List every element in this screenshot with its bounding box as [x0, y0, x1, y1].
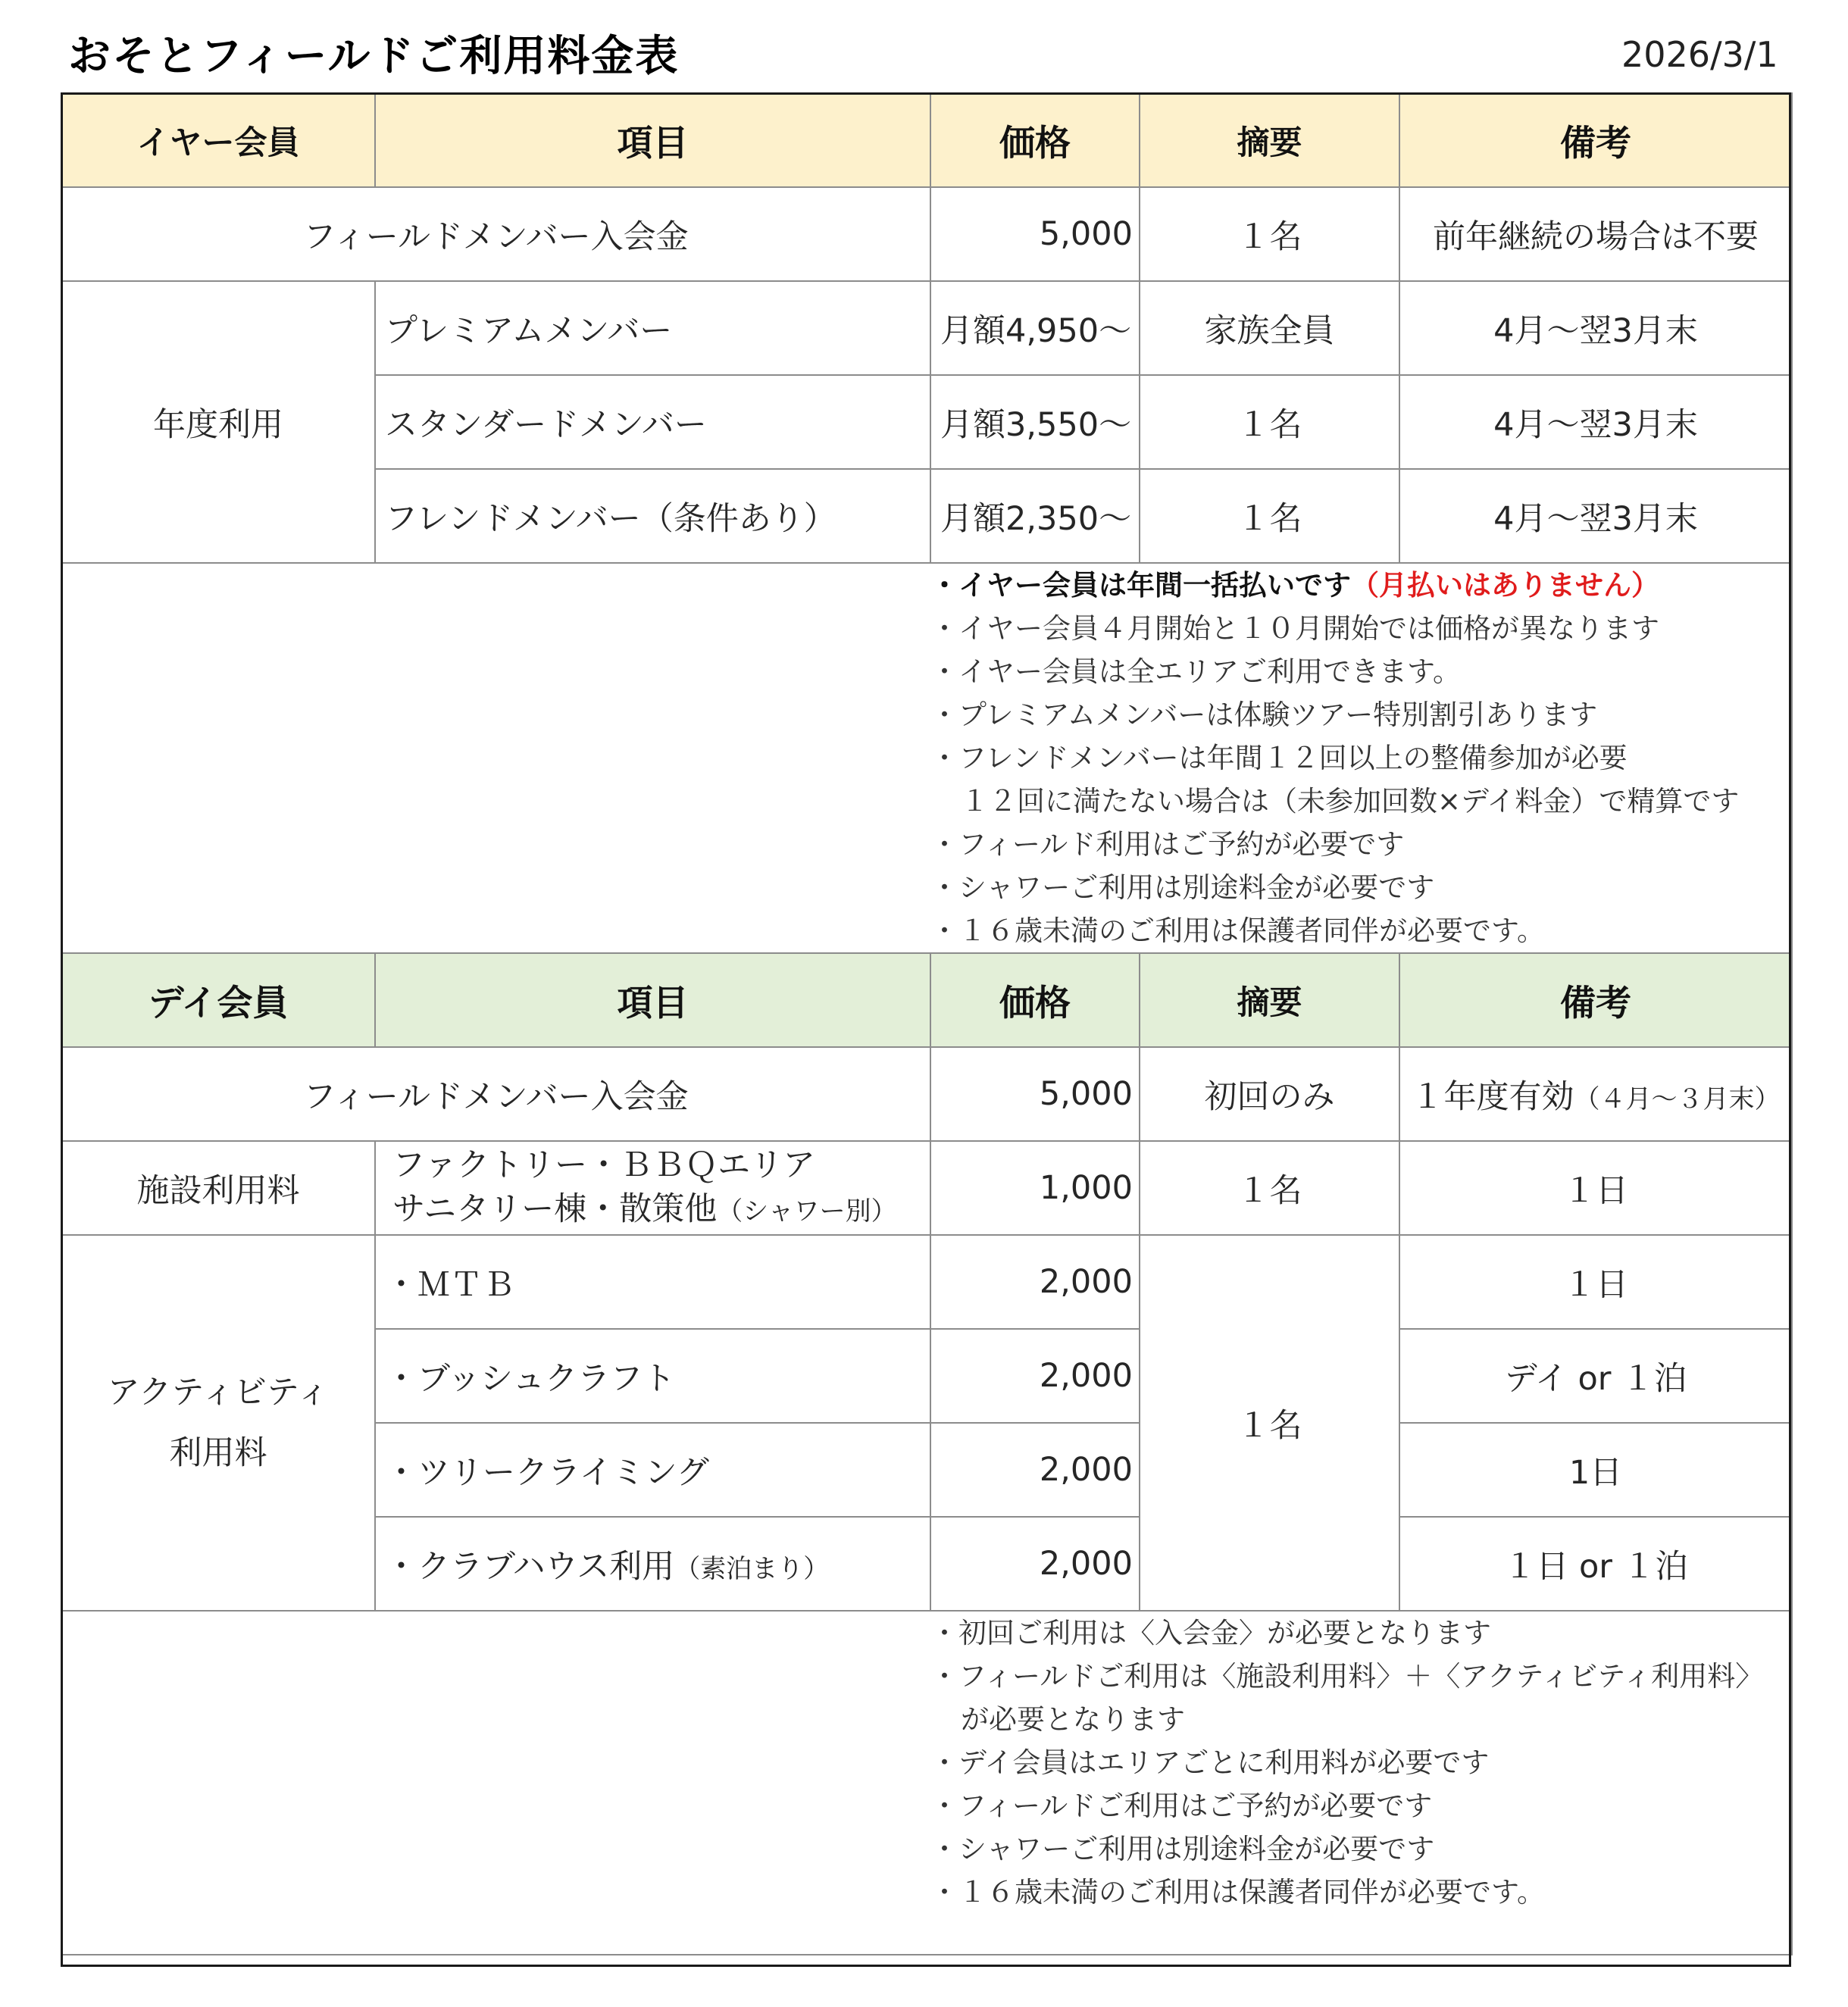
day-note-line: が必要となります	[961, 1703, 1185, 1736]
day-member-header: デイ会員	[61, 953, 375, 1047]
activity-label-line1: アクティビティ	[107, 1374, 330, 1411]
year-note-line	[930, 564, 1791, 607]
remarks-header: 備考	[1399, 953, 1792, 1047]
year-group-label: 年度利用	[61, 281, 375, 563]
year-note-line: ・イヤー会員は全エリアご利用できます。	[930, 655, 1462, 688]
activity-remarks: １日	[1399, 1235, 1792, 1329]
plan-price: 月額2,350～	[930, 469, 1140, 563]
day-entry-summary: 初回のみ	[1140, 1047, 1399, 1141]
facility-summary: １名	[1140, 1141, 1399, 1235]
year-note-line: ・プレミアムメンバーは体験ツアー特別割引あります	[930, 699, 1598, 731]
facility-price: 1,000	[930, 1141, 1140, 1235]
year-notes	[930, 563, 1792, 953]
facility-item-line2	[376, 1187, 930, 1233]
plan-remarks: 4月～翌3月末	[1399, 469, 1792, 563]
activity-price: 2,000	[930, 1517, 1140, 1611]
day-entry-remarks-main: １年度有効	[1411, 1077, 1574, 1116]
facility-label: 施設利用料	[61, 1141, 375, 1235]
facility-row	[61, 1141, 1792, 1235]
price-header: 価格	[930, 93, 1140, 187]
day-notes-spacer	[61, 1611, 930, 1955]
activity-item	[375, 1517, 930, 1611]
activity-remarks: １日 or １泊	[1399, 1517, 1792, 1611]
facility-item-line2-main: サニタリー棟・散策他	[392, 1190, 718, 1228]
activity-item: ・ツリークライミング	[375, 1423, 930, 1517]
price-header: 価格	[930, 953, 1140, 1047]
facility-remarks: １日	[1399, 1141, 1792, 1235]
page-date: 2026/3/1	[1621, 34, 1778, 75]
year-note-line: ・フィールド利用はご予約が必要です	[930, 828, 1405, 861]
day-header-row	[61, 953, 1792, 1047]
plan-remarks: 4月～翌3月末	[1399, 375, 1792, 469]
year-note-line: １２回に満たない場合は（未参加回数×デイ料金）で精算です	[961, 785, 1740, 817]
year-entry-price: 5,000	[930, 187, 1140, 281]
facility-item-line2-sub: （シャワー別）	[717, 1196, 897, 1227]
year-entry-row	[61, 187, 1792, 281]
day-note-line: ・１６歳未満のご利用は保護者同伴が必要です。	[930, 1876, 1546, 1909]
item-header: 項目	[375, 953, 930, 1047]
year-note-bold: ・イヤー会員は年間一括払いです	[930, 569, 1351, 602]
day-notes-row	[61, 1611, 1792, 1955]
year-notes-spacer	[61, 563, 930, 953]
year-entry-remarks: 前年継続の場合は不要	[1399, 187, 1792, 281]
item-header: 項目	[375, 93, 930, 187]
year-entry-summary: １名	[1140, 187, 1399, 281]
day-entry-row	[61, 1047, 1792, 1141]
remarks-header: 備考	[1399, 93, 1792, 187]
activity-remarks: デイ or １泊	[1399, 1329, 1792, 1423]
year-note-line: ・１６歳未満のご利用は保護者同伴が必要です。	[930, 914, 1546, 947]
year-note-line: ・イヤー会員４月開始と１０月開始では価格が異なります	[930, 612, 1659, 645]
plan-summary: 家族全員	[1140, 281, 1399, 375]
summary-header: 摘要	[1140, 953, 1399, 1047]
day-note-line: ・デイ会員はエリアごとに利用料が必要です	[930, 1746, 1490, 1779]
year-entry-label: フィールドメンバー入会金	[61, 187, 930, 281]
day-note-line: ・フィールドご利用は〈施設利用料〉＋〈アクティビティ利用料〉	[930, 1660, 1764, 1693]
plan-item: プレミアムメンバー	[375, 281, 930, 375]
plan-summary: １名	[1140, 375, 1399, 469]
year-note-line: ・シャワーご利用は別途料金が必要です	[930, 871, 1435, 904]
activity-item: ・ブッシュクラフト	[375, 1329, 930, 1423]
facility-item-line1: ファクトリー・ＢＢＱエリア	[392, 1146, 816, 1184]
year-header-row	[61, 93, 1792, 187]
activity-label-line2: 利用料	[169, 1434, 267, 1472]
plan-item: スタンダードメンバー	[375, 375, 930, 469]
activity-summary: １名	[1140, 1235, 1399, 1611]
activity-row	[61, 1235, 1792, 1329]
activity-label	[61, 1235, 375, 1611]
year-note-line: ・フレンドメンバーは年間１２回以上の整備参加が必要	[930, 742, 1628, 774]
price-table	[61, 92, 1793, 1955]
year-member-header: イヤー会員	[61, 93, 375, 187]
year-note-warning: （月払いはありません）	[1351, 569, 1659, 602]
plan-summary: １名	[1140, 469, 1399, 563]
facility-item	[375, 1141, 930, 1235]
plan-price: 月額4,950～	[930, 281, 1140, 375]
activity-remarks: 1日	[1399, 1423, 1792, 1517]
page-title: おそとフィールドご利用料金表	[68, 32, 680, 81]
day-note-line: ・シャワーご利用は別途料金が必要です	[930, 1833, 1435, 1865]
day-entry-label: フィールドメンバー入会金	[61, 1047, 930, 1141]
activity-price: 2,000	[930, 1423, 1140, 1517]
plan-remarks: 4月～翌3月末	[1399, 281, 1792, 375]
plan-price: 月額3,550～	[930, 375, 1140, 469]
activity-item-sub: （素泊まり）	[674, 1553, 830, 1584]
day-entry-remarks	[1399, 1047, 1792, 1141]
activity-item: ・ＭＴＢ	[375, 1235, 930, 1329]
day-note-line: ・フィールドご利用はご予約が必要です	[930, 1790, 1433, 1822]
summary-header: 摘要	[1140, 93, 1399, 187]
year-notes-row	[61, 563, 1792, 953]
activity-price: 2,000	[930, 1329, 1140, 1423]
day-entry-remarks-sub: （４月～３月末）	[1574, 1083, 1781, 1114]
day-note-line: ・初回ご利用は〈入会金〉が必要となります	[930, 1617, 1491, 1649]
plan-item: フレンドメンバー（条件あり）	[375, 469, 930, 563]
day-entry-price: 5,000	[930, 1047, 1140, 1141]
day-notes	[930, 1611, 1792, 1955]
year-plan-row	[61, 281, 1792, 375]
activity-item-main: ・クラブハウス利用	[385, 1547, 675, 1586]
activity-price: 2,000	[930, 1235, 1140, 1329]
